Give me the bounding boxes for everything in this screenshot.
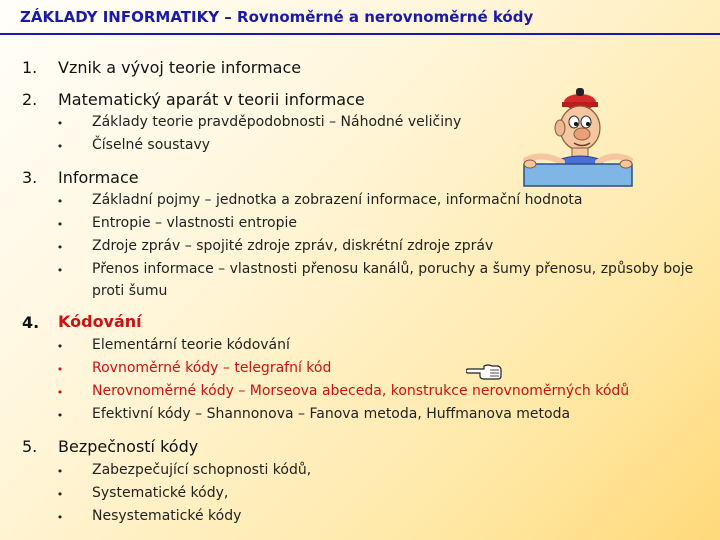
list-item: Základní pojmy – jednotka a zobrazení informace, informační hodnota [92, 192, 583, 208]
list-item: Zabezpečující schopnosti kódů, [92, 462, 312, 478]
section-number: 5. [22, 437, 38, 456]
list-item: Přenos informace – vlastnosti přenosu kanálů, poruchy a šumy přenosu, způsoby boje proti šumu [92, 261, 694, 299]
bullet-icon: • [56, 340, 64, 353]
list-item: Číselné soustavy [92, 137, 211, 153]
list-item: Systematické kódy, [92, 485, 229, 501]
section-number: 3. [22, 168, 38, 187]
bullet-icon: • [56, 386, 64, 399]
bullet-icon: • [56, 363, 64, 376]
bullet-icon: • [56, 117, 64, 130]
slide-title: ZÁKLADY INFORMATIKY – Rovnoměrné a nerovnoměrné kódy [20, 8, 534, 26]
section-number: 2. [22, 90, 38, 109]
section-title: Bezpečností kódy [58, 437, 199, 456]
section-title: Kódování [58, 312, 142, 331]
list-item: Nesystematické kódy [92, 508, 242, 524]
bullet-icon: • [56, 465, 64, 478]
bullet-icon: • [56, 241, 64, 254]
bullet-icon: • [56, 488, 64, 501]
bullet-icon: • [56, 195, 64, 208]
list-item-highlight: Rovnoměrné kódy – telegrafní kód [92, 360, 332, 376]
bullet-icon: • [56, 218, 64, 231]
bullet-icon: • [56, 140, 64, 153]
list-item: Zdroje zpráv – spojité zdroje zpráv, diskrétní zdroje zpráv [92, 238, 494, 254]
item-rest: – Morseova abeceda, konstrukce nerovnoměrných kódů [233, 383, 630, 399]
list-item: Elementární teorie kódování [92, 337, 290, 353]
title-underline [0, 33, 720, 35]
section-number: 1. [22, 58, 38, 77]
bullet-icon: • [56, 409, 64, 422]
item-lead: Nerovnoměrné kódy [92, 383, 234, 399]
pointing-hand-icon [466, 361, 502, 381]
bullet-icon: • [56, 511, 64, 524]
list-item: Efektivní kódy – Shannonova – Fanova metoda, Huffmanova metoda [92, 406, 571, 422]
list-item-highlight [92, 383, 629, 399]
list-item: Základy teorie pravděpodobnosti – Náhodné veličiny [92, 114, 462, 130]
section-title: Vznik a vývoj teorie informace [58, 58, 302, 77]
peeking-cartoon-man [522, 88, 634, 188]
board [524, 164, 632, 186]
section-title: Informace [58, 168, 139, 187]
bullet-icon: • [56, 264, 64, 277]
list-item: Entropie – vlastnosti entropie [92, 215, 297, 231]
section-number: 4. [22, 313, 40, 332]
section-title: Matematický aparát v teorii informace [58, 90, 365, 109]
